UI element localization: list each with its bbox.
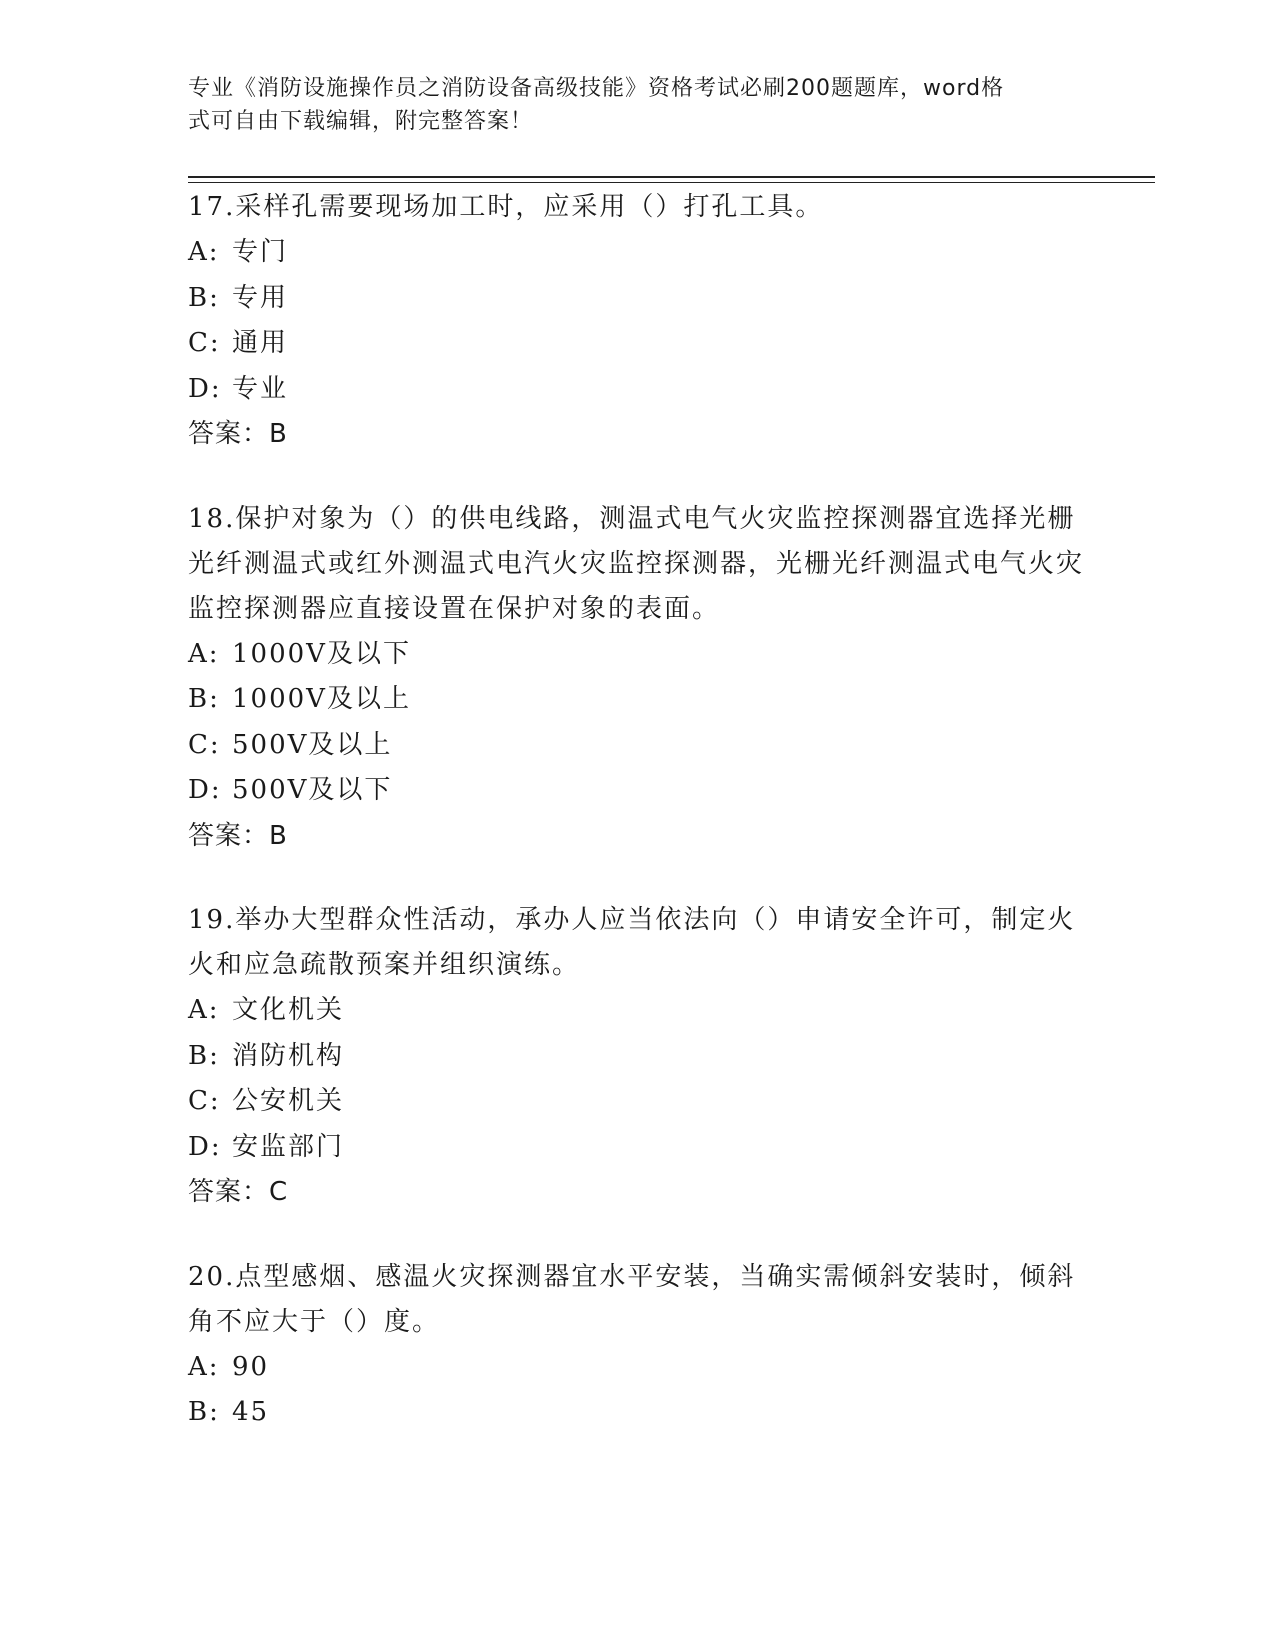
option-b [188,1390,1088,1436]
option-text: 45 [232,1397,270,1427]
question-list [188,185,1088,1475]
option-text: 500V及以下 [232,775,393,805]
answer-line: 答案：B [188,419,288,449]
option-c [188,321,1088,367]
answer-line: 答案：B [188,820,288,851]
header-line-2: 式可自由下载编辑，附完整答案！ [188,109,534,134]
option-text: 1000V及以下 [232,638,411,669]
option-text: 专用 [232,282,289,313]
option-key: C: [188,328,221,358]
option-b [188,276,1088,322]
option-text: 500V及以上 [232,729,393,760]
option-c [188,723,1088,769]
answer-line: 答案：C [188,1177,289,1207]
option-key: A: [188,237,220,267]
question-17 [188,185,1088,458]
option-d [188,768,1088,814]
option-key: B: [188,1397,220,1427]
header-line-1: 专业《消防设施操作员之消防设备高级技能》资格考试必刷200题题库，word格 [188,76,1005,101]
question-stem: 19.举办大型群众性活动，承办人应当依法向（）申请安全许可，制定火火和应急疏散预案并组织演练。 [188,905,1076,980]
option-key: A: [188,995,220,1025]
question-20 [188,1255,1088,1436]
option-key: A: [188,638,220,669]
option-a [188,632,1088,678]
option-text: 安监部门 [232,1131,345,1162]
option-text: 公安机关 [232,1086,345,1116]
option-key: D: [188,1131,222,1162]
option-key: C: [188,729,221,760]
option-key: B: [188,1040,220,1071]
option-key: D: [188,373,222,404]
option-key: D: [188,775,222,805]
option-c [188,1079,1088,1125]
option-d [188,1125,1088,1171]
question-18 [188,497,1088,860]
header-divider-thin [188,182,1155,183]
option-text: 消防机构 [232,1040,345,1071]
question-19 [188,898,1088,1216]
question-stem: 17.采样孔需要现场加工时，应采用（）打孔工具。 [188,192,824,222]
option-text: 90 [232,1351,270,1382]
option-key: B: [188,282,220,313]
option-a [188,230,1088,276]
option-key: C: [188,1086,221,1116]
option-a [188,988,1088,1034]
option-text: 通用 [232,328,289,358]
option-text: 专门 [232,237,289,267]
question-stem: 20.点型感烟、感温火灾探测器宜水平安装，当确实需倾斜安装时，倾斜角不应大于（）度。 [188,1261,1076,1337]
option-key: A: [188,1351,220,1382]
document-header [188,72,1088,138]
header-divider-thick [188,176,1155,178]
option-text: 专业 [232,373,289,404]
option-text: 1000V及以上 [232,684,411,714]
option-b [188,1034,1088,1080]
option-a [188,1345,1088,1391]
option-d [188,367,1088,413]
option-text: 文化机关 [232,995,345,1025]
option-b [188,677,1088,723]
option-key: B: [188,684,220,714]
question-stem: 18.保护对象为（）的供电线路，测温式电气火灾监控探测器宜选择光栅光纤测温式或红外测温式电汽火灾监控探测器，光栅光纤测温式电气火灾监控探测器应直接设置在保护对象的表面。 [188,503,1085,624]
